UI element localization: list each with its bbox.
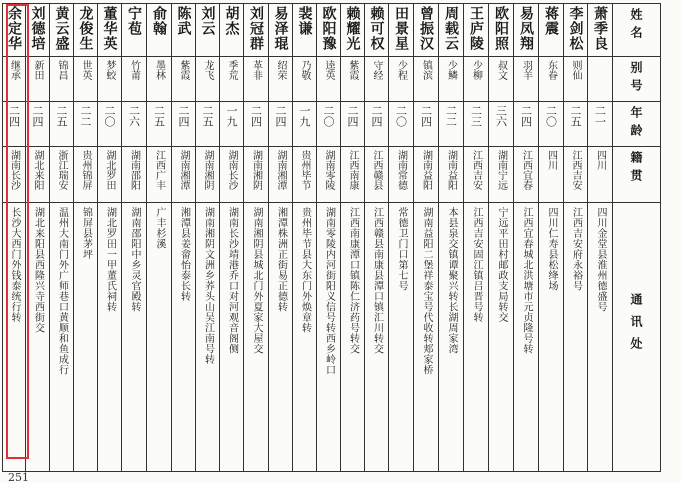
person-age: 二五 [201, 105, 214, 127]
cell-native [244, 147, 269, 203]
cell-name [564, 4, 588, 57]
person-address: 四川金堂县淮州德盛号 [595, 207, 606, 312]
person-name: 裴谦 [296, 6, 313, 36]
cell-native [414, 147, 439, 203]
cell-name [365, 4, 389, 57]
cell-native [293, 147, 317, 203]
person-native: 湖南常德 [395, 150, 407, 190]
person-age: 一九 [225, 105, 238, 127]
label-cell-name [613, 4, 661, 57]
label-address: 通讯处 [629, 293, 643, 359]
person-native: 湖南湘潭 [275, 150, 286, 190]
cell-name [514, 4, 539, 57]
cell-name [389, 4, 414, 57]
cell-alias [122, 57, 147, 102]
cell-native [317, 147, 341, 203]
person-address: 长沙大西门外钱泰统行转 [9, 207, 20, 323]
native-place-row [3, 147, 661, 203]
person-age: 二四 [177, 105, 190, 127]
cell-native [122, 147, 147, 203]
cell-age [464, 102, 489, 147]
person-address: 江西赣县南康县潭口镇汇川转交 [371, 207, 383, 354]
cell-address [147, 203, 172, 472]
cell-address [220, 203, 244, 472]
person-address: 湖南零陵内河街阳义信号转西乡岭口 [323, 207, 335, 375]
cell-native [26, 147, 50, 203]
cell-alias [341, 57, 365, 102]
person-native: 浙江瑞安 [56, 150, 67, 190]
cell-name [539, 4, 564, 57]
person-alias: 竹莆 [128, 60, 140, 80]
cell-name [74, 4, 98, 57]
cell-address [439, 203, 464, 472]
person-name: 龙俊生 [77, 6, 94, 51]
cell-address [269, 203, 293, 472]
person-name: 俞翰 [151, 6, 167, 36]
person-native: 湖南益阳 [420, 150, 432, 190]
person-address: 锦屏县茅坪 [80, 207, 92, 260]
person-address: 湖南长沙靖港乔口对河观音阁侧 [226, 207, 238, 354]
person-native: 贵州毕节 [299, 150, 310, 190]
cell-age [341, 102, 365, 147]
person-age: 二〇 [544, 105, 558, 127]
person-alias: 墨林 [153, 60, 165, 80]
cell-alias [464, 57, 489, 102]
cell-name [439, 4, 464, 57]
person-native: 四川 [545, 150, 557, 170]
person-age: 二四 [7, 105, 21, 127]
cell-alias [244, 57, 269, 102]
person-alias: 锦昌 [56, 60, 67, 80]
person-native: 湖南湘阴 [250, 150, 262, 190]
cell-alias [3, 57, 26, 102]
cell-name [98, 4, 122, 57]
person-alias: 革非 [250, 60, 262, 80]
cell-age [489, 102, 514, 147]
cell-name [122, 4, 147, 57]
cell-address [3, 203, 26, 472]
person-native: 湖南宁远 [495, 150, 507, 190]
label-name: 姓名 [629, 8, 643, 44]
person-address: 湖北来阳县西隆兴寺西街交 [32, 207, 44, 333]
cell-alias [196, 57, 220, 102]
cell-native [389, 147, 414, 203]
person-native: 江西吉安 [570, 150, 581, 190]
cell-native [439, 147, 464, 203]
cell-address [122, 203, 147, 472]
cell-alias [317, 57, 341, 102]
label-cell-age [613, 102, 661, 147]
cell-address [26, 203, 50, 472]
cell-age [220, 102, 244, 147]
cell-address [98, 203, 122, 472]
person-native: 湖南邵阳 [128, 150, 140, 190]
cell-address [196, 203, 220, 472]
cell-native [539, 147, 564, 203]
person-age: 二五 [152, 105, 166, 127]
person-alias: 叔文 [495, 60, 507, 80]
person-age: 二五 [55, 105, 68, 127]
person-name: 易凤翔 [518, 6, 534, 51]
cell-age [317, 102, 341, 147]
person-alias: 龙飞 [202, 60, 213, 80]
cell-native [3, 147, 26, 203]
person-name: 黄云盛 [53, 6, 70, 51]
person-address: 湘潭县姜畲怡泰长转 [178, 207, 190, 302]
person-alias: 东眷 [545, 60, 557, 80]
person-name: 曾振汉 [418, 6, 434, 51]
cell-name [293, 4, 317, 57]
cell-native [74, 147, 98, 203]
person-alias: 继承 [8, 60, 20, 80]
cell-native [341, 147, 365, 203]
person-address: 湖南益阳二堡祥泰宝号代收转郏家桥 [421, 207, 432, 375]
label-alias: 别号 [629, 61, 643, 97]
person-alias: 则仙 [570, 60, 581, 80]
cell-native [365, 147, 389, 203]
person-name: 王庐陵 [468, 6, 484, 51]
person-alias: 世英 [80, 60, 91, 80]
person-name: 刘云 [199, 6, 216, 36]
age-row [3, 102, 661, 147]
person-native: 湖南长沙 [226, 150, 237, 190]
address-row [3, 203, 661, 472]
person-address: 湘潭株洲正街易正德转 [275, 207, 287, 312]
cell-native [196, 147, 220, 203]
person-alias: 守经 [371, 60, 382, 80]
label-native: 籍贯 [629, 151, 643, 187]
cell-native [514, 147, 539, 203]
cell-address [489, 203, 514, 472]
label-cell-native [613, 147, 661, 203]
alias-row [3, 57, 661, 102]
cell-native [220, 147, 244, 203]
cell-alias [588, 57, 613, 102]
person-alias: 绍荣 [275, 60, 286, 80]
cell-alias [269, 57, 293, 102]
person-native: 江西赣县 [371, 150, 382, 190]
cell-age [74, 102, 98, 147]
cell-name [489, 4, 514, 57]
cell-name [269, 4, 293, 57]
person-alias: 季荒 [226, 60, 237, 80]
cell-name [3, 4, 26, 57]
person-age: 二〇 [322, 105, 335, 127]
cell-alias [389, 57, 414, 102]
person-address: 湖南邵阳中乡灵官殿转 [129, 207, 140, 312]
cell-name [196, 4, 220, 57]
cell-age [389, 102, 414, 147]
person-name: 刘德培 [29, 6, 46, 51]
cell-native [98, 147, 122, 203]
cell-alias [414, 57, 439, 102]
person-address: 常德卫门口第七号 [396, 207, 407, 291]
cell-age [564, 102, 588, 147]
person-address: 江西南康潭口镇陈仁济药号转交 [347, 207, 359, 354]
cell-alias [98, 57, 122, 102]
person-name: 宁苞 [126, 6, 142, 36]
cell-age [122, 102, 147, 147]
person-name: 欧阳照 [493, 6, 509, 51]
person-native: 江西南康 [347, 150, 358, 190]
person-name: 陈武 [175, 6, 192, 36]
person-name: 赖可权 [368, 6, 385, 51]
person-name: 易泽琨 [272, 6, 289, 51]
cell-alias [220, 57, 244, 102]
cell-name [220, 4, 244, 57]
cell-address [50, 203, 74, 472]
person-alias: 羽羊 [520, 60, 532, 80]
cell-alias [74, 57, 98, 102]
cell-native [489, 147, 514, 203]
person-address: 本县泉交镇谭聚兴转长湖周家湾 [446, 207, 457, 354]
person-alias: 少程 [395, 60, 407, 80]
cell-alias [539, 57, 564, 102]
person-address: 湖北罗田一甲董氏祠转 [104, 207, 116, 312]
cell-alias [489, 57, 514, 102]
cell-native [269, 147, 293, 203]
person-name: 李剑松 [567, 6, 584, 51]
person-age: 二四 [274, 105, 287, 127]
cell-address [414, 203, 439, 472]
person-native: 湖南湘潭 [178, 150, 189, 190]
person-native: 江西吉安 [470, 150, 482, 190]
person-native: 湖南益阳 [445, 150, 457, 190]
cell-name [50, 4, 74, 57]
person-address: 江西吉安固江镇吕晋号转 [471, 207, 482, 323]
person-address: 湖南湘阴文洲乡荞头山吴江南号转 [202, 207, 214, 365]
cell-address [539, 203, 564, 472]
person-alias: 乃敬 [299, 60, 310, 80]
cell-age [26, 102, 50, 147]
person-age: 二一 [593, 105, 607, 127]
label-age: 年龄 [629, 106, 643, 142]
person-alias: 新田 [32, 60, 43, 80]
person-age: 二四 [419, 105, 433, 127]
person-name: 赖耀光 [344, 6, 361, 51]
person-name: 余定华 [6, 6, 22, 51]
name-row [3, 4, 661, 57]
person-native: 湖南零陵 [323, 150, 334, 190]
cell-alias [439, 57, 464, 102]
cell-address [244, 203, 269, 472]
person-native: 湖北来阳 [32, 150, 43, 190]
cell-native [172, 147, 196, 203]
cell-alias [147, 57, 172, 102]
cell-alias [514, 57, 539, 102]
person-native: 江西宜春 [520, 150, 532, 190]
cell-age [3, 102, 26, 147]
cell-name [317, 4, 341, 57]
person-address: 湖南湘阴县城北门外夏家大屋交 [251, 207, 262, 354]
person-age: 二四 [370, 105, 383, 127]
person-address: 宁远平田村邮政支局转交 [496, 207, 507, 323]
cell-age [588, 102, 613, 147]
label-cell-address [613, 203, 661, 472]
cell-alias [172, 57, 196, 102]
cell-age [365, 102, 389, 147]
person-address: 江西宜春城北洪塘市元贞隆号转 [521, 207, 532, 354]
person-address: 广丰杉溪 [154, 207, 165, 249]
cell-age [293, 102, 317, 147]
person-native: 湖北罗田 [104, 150, 115, 190]
person-alias: 紫霞 [178, 60, 189, 80]
cell-age [539, 102, 564, 147]
cell-alias [50, 57, 74, 102]
person-age: 二四 [31, 105, 44, 127]
person-age: 二四 [249, 105, 263, 127]
person-native: 湖南湘阴 [202, 150, 213, 190]
person-age: 一九 [298, 105, 311, 127]
page-number: 251 [8, 471, 29, 484]
cell-alias [26, 57, 50, 102]
cell-native [464, 147, 489, 203]
cell-name [244, 4, 269, 57]
cell-name [172, 4, 196, 57]
cell-alias [564, 57, 588, 102]
cell-address [464, 203, 489, 472]
person-name: 萧季良 [592, 6, 608, 51]
cell-address [172, 203, 196, 472]
cell-address [514, 203, 539, 472]
person-name: 田景星 [393, 6, 409, 51]
person-age: 二二 [444, 105, 458, 127]
person-name: 蒋震 [543, 6, 559, 36]
cell-name [341, 4, 365, 57]
cell-address [317, 203, 341, 472]
cell-name [26, 4, 50, 57]
cell-age [196, 102, 220, 147]
cell-age [269, 102, 293, 147]
person-address: 江西吉安府永裕号 [570, 207, 582, 291]
cell-native [50, 147, 74, 203]
person-address: 四川仁寿县松绛场 [546, 207, 557, 291]
person-name: 胡杰 [223, 6, 240, 36]
cell-name [147, 4, 172, 57]
person-address: 贵州毕节县大东门外焕章转 [299, 207, 311, 333]
cell-age [414, 102, 439, 147]
cell-age [514, 102, 539, 147]
cell-age [147, 102, 172, 147]
person-alias: 紫霞 [347, 60, 358, 80]
cell-age [244, 102, 269, 147]
person-age: 二三 [469, 105, 483, 127]
cell-name [414, 4, 439, 57]
person-name: 刘冠群 [248, 6, 264, 51]
cell-address [564, 203, 588, 472]
person-age: 三六 [494, 105, 508, 127]
person-age: 二五 [569, 105, 582, 127]
person-native: 江西广丰 [153, 150, 165, 190]
person-address: 温州大南门外广师巷口黄顺和鱼成行 [56, 207, 68, 375]
cell-native [588, 147, 613, 203]
person-name: 周载云 [443, 6, 459, 51]
person-alias: 梦蛟 [104, 60, 115, 80]
person-age: 二四 [346, 105, 359, 127]
person-native: 湖南长沙 [8, 150, 20, 190]
cell-age [439, 102, 464, 147]
person-alias: 少柳 [470, 60, 482, 80]
cell-address [389, 203, 414, 472]
person-age: 二四 [519, 105, 533, 127]
person-name: 欧阳豫 [320, 6, 337, 51]
cell-name [588, 4, 613, 57]
label-cell-alias [613, 57, 661, 102]
cell-age [50, 102, 74, 147]
person-alias: 少鳞 [445, 60, 457, 80]
person-native: 四川 [594, 150, 606, 170]
cell-name [464, 4, 489, 57]
person-age: 二二 [79, 105, 92, 127]
person-age: 二六 [127, 105, 141, 127]
cell-native [147, 147, 172, 203]
cell-address [365, 203, 389, 472]
cell-age [172, 102, 196, 147]
person-alias: 逵英 [323, 60, 334, 80]
person-age: 二〇 [103, 105, 116, 127]
person-native: 贵州锦屏 [80, 150, 91, 190]
person-name: 董华英 [101, 6, 118, 51]
cell-alias [365, 57, 389, 102]
roster-table [2, 3, 661, 472]
cell-address [74, 203, 98, 472]
cell-address [293, 203, 317, 472]
person-alias: 镇滨 [420, 60, 432, 80]
cell-address [341, 203, 365, 472]
cell-age [98, 102, 122, 147]
cell-alias [293, 57, 317, 102]
cell-address [588, 203, 613, 472]
person-age: 二〇 [394, 105, 408, 127]
cell-native [564, 147, 588, 203]
